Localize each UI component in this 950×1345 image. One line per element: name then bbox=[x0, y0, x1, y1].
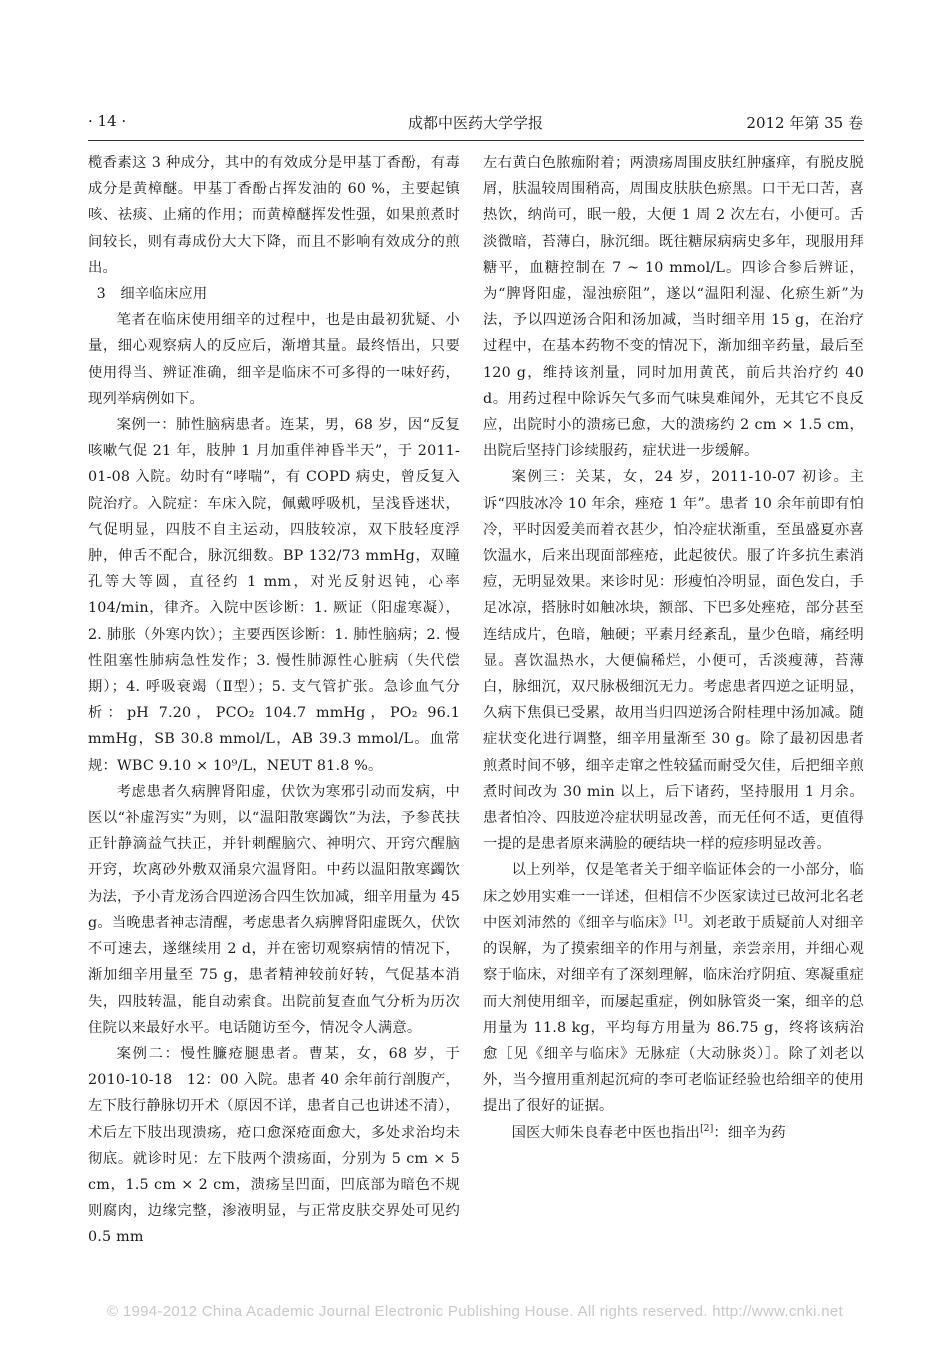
citation-1: [1] bbox=[674, 914, 688, 925]
closing-text-b: ：细辛为药 bbox=[713, 1124, 786, 1141]
paragraph-case-3: 案例三：关某，女，24 岁，2011-10-07 初诊。主诉“四肢冰冷 10 年余，痤疮 1 年”。患者 10 余年前即有怕冷，平时因爱美而着衣甚少，怕冷症状渐重，至虽盛夏亦喜饮温水，后来出现面部痤疮，此起彼伏。服了许多抗生素消痘，无明显效果。来诊时见：形瘦怕冷明显，面色发白，手足冰凉，搭脉时如触冰块，额部、下巴多处痤疮，部分甚至连结成片，色暗，触硬；平素月经紊乱，量少色暗，痛经明显。喜饮温热水，大便偏稀烂，小便可，舌淡瘦薄，苔薄白，脉细沉，双尺脉极细沉无力。考虑患者四逆之证明显，久病下焦俱已受累，故用当归四逆汤合附桂理中汤加减。随症状变化进行调整，细辛用量渐至 30 g。除了最初因患者煎煮时间不够，细辛走窜之性较猛而耐受欠佳，后把细辛煎煮时间改为 30 min 以上，后下诸药，坚持服用 1 月余。患者怕冷、四肢逆冷症状明显改善，而无任何不适，更值得一提的是患者原来满脸的硬结块一样的痘疹明显改善。 bbox=[483, 469, 864, 853]
citation-2: [2] bbox=[700, 1123, 714, 1134]
copyright-footer: © 1994-2012 China Academic Journal Electronic Publishing House. All rights reserved. http://www.cnki.net bbox=[107, 1303, 843, 1320]
page-number: · 14 · bbox=[88, 112, 127, 130]
paragraph-case-1-treatment: 考虑患者久病脾肾阳虚，伏饮为寒邪引动而发病，中医以“补虚泻实”为则，以“温阳散寒蠲饮”为法，予参芪扶正针静滴益气扶正，并针刺醒脑穴、神明穴、开窍穴醒脑开窍，坎离砂外敷双涌泉穴温肾阳。中药以温阳散寒蠲饮为法，予小青龙汤合四逆汤合四生饮加减，细辛用量为 45 g。当晚患者神志清醒，考虑患者久病脾肾阳虚既久，伏饮不可速去，遂继续用 2 d，并在密切观察病情的情况下，渐加细辛用量至 75 g，患者精神较前好转，气促基本消失，四肢转温，能自动索食。出院前复查血气分析为历次住院以来最好水平。电话随访至今，情况令人满意。 bbox=[88, 783, 460, 1036]
summary-text-b: 。刘老敢于质疑前人对细辛的误解，为了摸索细辛的作用与剂量，亲尝亲用，并细心观察于临床，对细辛有了深刻理解，临床治疗阴疽、寒凝重症而大剂使用细辛，而屡起重症，例如脉管炎一案，细辛的总用量为 11.8 kg，平均每方用量为 86.75 g，终将该病治愈［见《细辛与临床》无脉症（大动脉炎）］。除了刘老以外，当今擅用重剂起沉疴的李可老临证经验也给细辛的使用提出了很好的证据。 bbox=[483, 914, 864, 1115]
header-rule bbox=[88, 140, 864, 141]
paragraph-intro: 笔者在临床使用细辛的过程中，也是由最初犹疑、小量，细心观察病人的反应后，渐增其量。最终悟出，只要使用得当、辨证准确，细辛是临床不可多得的一味好药，现列举病例如下。 bbox=[88, 312, 460, 407]
paragraph-summary bbox=[483, 857, 864, 1119]
journal-issue: 2012 年第 35 卷 bbox=[746, 114, 863, 132]
closing-text-a: 国医大师朱良春老中医也指出 bbox=[511, 1124, 701, 1141]
paragraph-continuation: 榄香素这 3 种成分，其中的有效成分是甲基丁香酚，有毒成分是黄樟醚。甲基丁香酚占挥发油的 60 %，主要起镇咳、祛痰、止痛的作用；而黄樟醚挥发性强，如果煎煮时间较长，则有毒成份大大下降，而且不影响有效成分的煎出。 bbox=[88, 155, 460, 276]
paragraph-case-1: 案例一：肺性脑病患者。连某，男，68 岁，因“反复咳嗽气促 21 年，肢肿 1 月加重伴神昏半天”，于 2011-01-08 入院。幼时有“哮喘”，有 COPD 病史，曾反复入院治疗。入院症：车床入院，佩戴呼吸机，呈浅昏迷状，气促明显，四肢不自主运动，四肢较凉，双下肢轻度浮肿，伸舌不配合，脉沉细数。BP 132/73 mmHg，双瞳孔等大等圆，直径约 1 mm，对光反射迟钝，心率 104/min，律齐。入院中医诊断：1. 厥证（阳虚寒凝），2. 肺胀（外寒内饮）；主要西医诊断：1. 肺性脑病；2. 慢性阻塞性肺病急性发作；3. 慢性肺源性心脏病（失代偿期）；4. 呼吸衰竭（Ⅱ型）；5. 支气管扩张。急诊血气分析：pH 7.20，PCO₂ 104.7 mmHg，PO₂ 96.1 mmHg，SB 30.8 mmol/L，AB 39.3 mmol/L。血常规：WBC 9.10 × 10⁹/L，NEUT 81.8 %。 bbox=[88, 417, 460, 774]
paragraph-closing bbox=[483, 1120, 864, 1146]
section-heading: 3 细辛临床应用 bbox=[96, 286, 208, 303]
summary-text-a: 以上列举，仅是笔者关于细辛临证体会的一小部分，临床之妙用实难一一详述，但相信不少医家读过已故河北名老中医刘沛然的《细辛与临床》 bbox=[483, 862, 864, 931]
journal-title: 成都中医药大学学报 bbox=[407, 114, 543, 132]
right-column bbox=[483, 150, 864, 1146]
left-column bbox=[88, 150, 460, 1251]
page-header bbox=[88, 112, 863, 134]
paragraph-case-2-continued: 左右黄白色脓痂附着；两溃疡周围皮肤红肿瘙痒，有脱皮脱屑，肤温较周围稍高，周围皮肤肤色瘀黑。口干无口苦，喜热饮，纳尚可，眠一般，大便 1 周 2 次左右，小便可。舌淡微暗，苔薄白，脉沉细。既往糖尿病病史多年，现服用拜糖平，血糖控制在 7 ~ 10 mmol/L。四诊合参后辨证，为“脾肾阳虚，湿浊瘀阻”，遂以“温阳利湿、化瘀生新”为法，予以四逆汤合阳和汤加减，当时细辛用 15 g，在治疗过程中，在基本药物不变的情况下，渐加细辛药量，最后至 120 g，维持该剂量，同时加用黄芪，前后共治疗约 40 d。用药过程中除诉矢气多而气味臭难闻外，无其它不良反应，出院时小的溃疡已愈，大的溃疡约 2 cm × 1.5 cm，出院后坚持门诊续服药，症状进一步缓解。 bbox=[483, 155, 864, 460]
paragraph-case-2: 案例二：慢性臁疮腿患者。曹某，女，68 岁，于 2010-10-18 12：00 入院。患者 40 余年前行剖腹产，左下肢行静脉切开术（原因不详，患者自己也讲述不清），术后左下肢出现溃疡，疮口愈深疮面愈大，多处求治均未彻底。就诊时见：左下肢两个溃疡面，分别为 5 cm × 5 cm，1.5 cm × 2 cm，溃疡呈凹面，凹底部为暗色不规则腐肉，边缘完整，渗液明显，与正常皮肤交界处可见约 0.5 mm bbox=[88, 1045, 460, 1246]
